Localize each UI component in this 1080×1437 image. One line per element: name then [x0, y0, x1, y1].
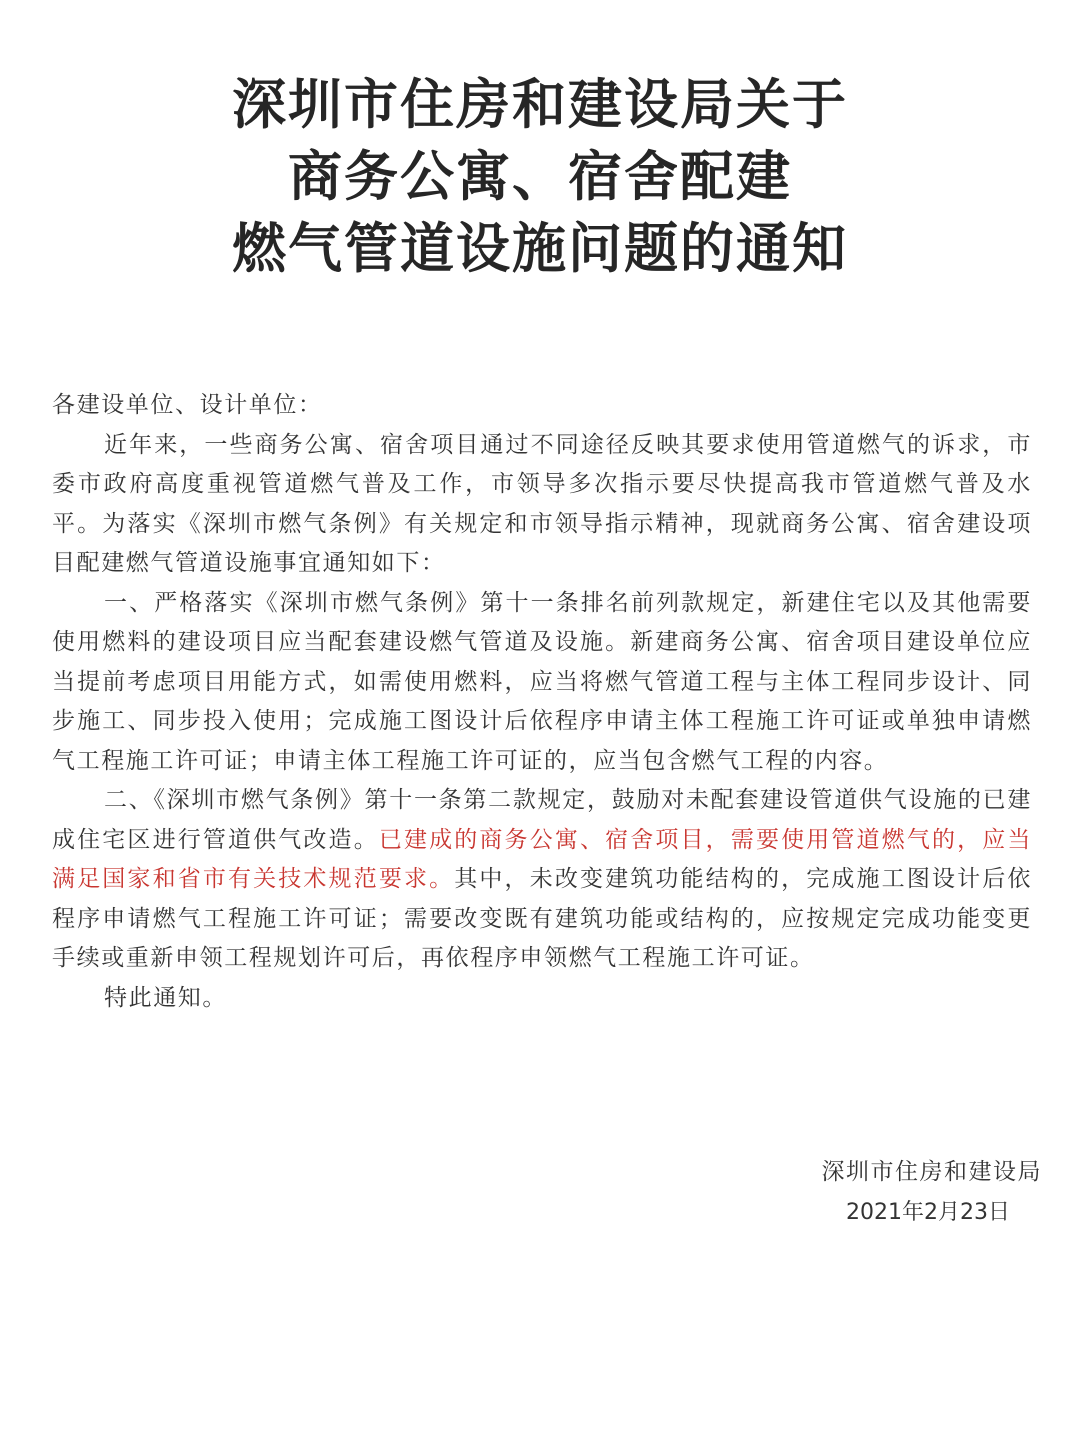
paragraph-item-two	[52, 781, 1032, 979]
paragraph-intro: 近年来，一些商务公寓、宿舍项目通过不同途径反映其要求使用管道燃气的诉求，市委市政府高度重视管道燃气普及工作，市领导多次指示要尽快提高我市管道燃气普及水平。为落实《深圳市燃气条例》有关规定和市领导指示精神，现就商务公寓、宿舍建设项目配建燃气管道设施事宜通知如下：	[52, 431, 1032, 576]
document-body	[52, 386, 1032, 1018]
issuer-name: 深圳市住房和建设局	[821, 1159, 1042, 1185]
paragraph-item-one: 一、严格落实《深圳市燃气条例》第十一条排名前列款规定，新建住宅以及其他需要使用燃料的建设项目应当配套建设燃气管道及设施。新建商务公寓、宿舍项目建设单位应当提前考虑项目用能方式，如需使用燃料，应当将燃气管道工程与主体工程同步设计、同步施工、同步投入使用；完成施工图设计后依程序申请主体工程施工许可证或单独申请燃气工程施工许可证；申请主体工程施工许可证的，应当包含燃气工程的内容。	[52, 589, 1032, 774]
closing-line: 特此通知。	[104, 984, 227, 1011]
document-title	[0, 68, 1080, 284]
paragraph-item-two-rest: 其中，未改变建筑功能结构的，完成施工图设计后依程序申请燃气工程施工许可证；需要改变既有建筑功能或结构的，应按规定完成功能变更手续或重新申领工程规划许可后，再依程序申领燃气工程施工许可证。	[52, 866, 1032, 971]
title-line-3: 燃气管道设施问题的通知	[232, 216, 848, 280]
salutation: 各建设单位、设计单位：	[52, 392, 323, 418]
title-line-2: 商务公寓、宿舍配建	[288, 144, 792, 208]
issue-date: 2021年2月23日	[846, 1200, 1010, 1225]
paragraph-item-two-lead: 二、《深圳市燃气条例》第十一条第二款规定，鼓励对未配套建设管道供气设施的已建成住宅区进行管道供气改造。	[52, 787, 1032, 853]
highlighted-requirement: 已建成的商务公寓、宿舍项目，需要使用管道燃气的，应当满足国家和省市有关技术规范要求。	[52, 826, 1032, 892]
title-line-1: 深圳市住房和建设局关于	[232, 72, 848, 136]
